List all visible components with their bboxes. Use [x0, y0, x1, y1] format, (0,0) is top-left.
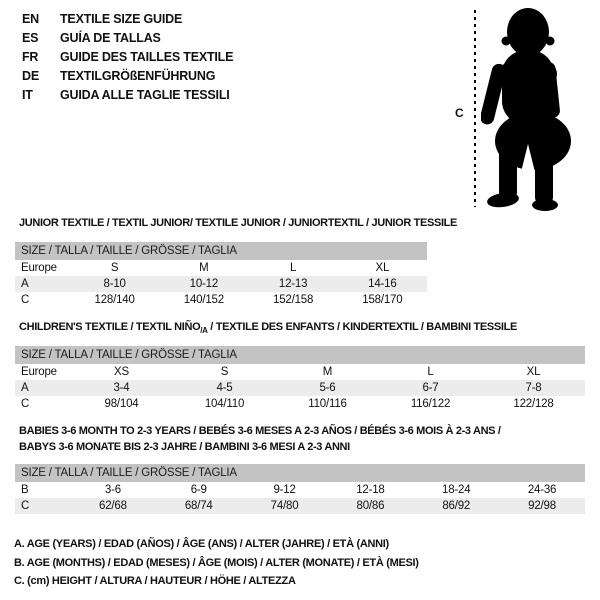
- table-cell: XL: [375, 262, 390, 274]
- table-cell: 62/68: [99, 500, 127, 512]
- language-row: [22, 28, 233, 47]
- table-cell: 24-36: [527, 484, 557, 496]
- table-cell: S: [110, 262, 119, 274]
- note-line: C. (cm) HEIGHT / ALTURA / HAUTEUR / HÖHE / ALTEZZA: [14, 575, 296, 587]
- row-label: C: [21, 398, 30, 410]
- note-line: A. AGE (YEARS) / EDAD (AÑOS) / ÂGE (ANS) / ALTER (JAHRE) / ETÀ (ANNI): [14, 538, 389, 550]
- language-title: TEXTILE SIZE GUIDE: [60, 11, 183, 26]
- table-cell: M: [199, 262, 209, 274]
- language-title: GUIDE DES TAILLES TEXTILE: [60, 49, 234, 64]
- table-row: [15, 498, 585, 514]
- size-table-children: [15, 346, 585, 412]
- language-list: [22, 9, 233, 104]
- row-label: A: [21, 278, 29, 290]
- table-title-babies: [19, 424, 501, 455]
- table-cell: 122/128: [513, 398, 554, 410]
- table-cell: 92/98: [528, 500, 556, 512]
- language-title: GUIDA ALLE TAGLIE TESSILI: [60, 87, 230, 102]
- height-measure-line: [474, 10, 476, 207]
- table-cell: 12-13: [278, 278, 308, 290]
- table-cell: 80/86: [356, 500, 385, 512]
- size-header-label: SIZE / TALLA / TAILLE / GRÖSSE / TAGLIA: [21, 467, 237, 479]
- table-row: [15, 260, 427, 276]
- language-code: DE: [22, 68, 39, 83]
- table-cell: L: [290, 262, 297, 274]
- language-code: ES: [22, 30, 39, 45]
- table-cell: L: [427, 366, 434, 378]
- table-cell: 68/74: [184, 500, 213, 512]
- table-rows: [15, 482, 585, 514]
- language-code: FR: [22, 49, 39, 64]
- table-cell: 110/116: [308, 398, 347, 410]
- table-title-line: CHILDREN'S TEXTILE / TEXTIL $NIÑO_{/A}$ / TEXTILE DES ENFANTS / KINDERTEXTIL / BAMBINI TESSILE: [19, 321, 517, 336]
- size-table-babies: [15, 464, 585, 514]
- table-cell: 8-10: [103, 278, 126, 290]
- table-cell: XS: [114, 366, 129, 378]
- table-cell: 6-7: [422, 382, 439, 394]
- table-cell: S: [220, 366, 229, 378]
- size-figure: [450, 0, 600, 215]
- table-cell: 140/152: [183, 294, 224, 306]
- language-code: IT: [22, 87, 33, 102]
- table-cell: 74/80: [270, 500, 299, 512]
- table-title-line: JUNIOR TEXTILE / TEXTIL JUNIOR/ TEXTILE JUNIOR / JUNIORTEXTIL / JUNIOR TESSILE: [19, 217, 458, 229]
- table-cell: 5-6: [319, 382, 336, 394]
- row-label: B: [21, 484, 29, 496]
- size-header-bar: [15, 464, 585, 482]
- language-title: GUÍA DE TALLAS: [60, 30, 161, 45]
- table-cell: 152/158: [273, 294, 314, 306]
- table-row: [15, 482, 585, 498]
- row-label: Europe: [21, 366, 57, 378]
- table-cell: 7-8: [525, 382, 542, 394]
- row-label: Europe: [21, 262, 57, 274]
- table-cell: M: [322, 366, 333, 378]
- table-cell: 3-6: [104, 484, 121, 496]
- table-title-line: BABYS 3-6 MONATE BIS 2-3 JAHRE / BAMBINI 3-6 MESI A 2-3 ANNI: [19, 440, 350, 453]
- baby-silhouette-icon: [481, 4, 587, 212]
- table-cell: 3-4: [113, 382, 130, 394]
- note-line: B. AGE (MONTHS) / EDAD (MESES) / ÂGE (MOIS) / ALTER (MONATE) / ETÀ (MESI): [14, 556, 419, 569]
- table-cell: 128/140: [94, 294, 135, 306]
- table-row: [15, 276, 427, 292]
- table-cell: 86/92: [442, 500, 471, 512]
- table-cell: 116/122: [410, 398, 451, 410]
- table-cell: 98/104: [104, 398, 139, 410]
- table-cell: XL: [526, 366, 541, 378]
- table-title-children: [19, 320, 517, 339]
- table-cell: 9-12: [273, 484, 296, 496]
- row-label: C: [21, 294, 30, 306]
- table-title-line: BABIES 3-6 MONTH TO 2-3 YEARS / BEBÉS 3-6 MESES A 2-3 AÑOS / BÉBÉS 3-6 MOIS À 2-3 ANS /: [19, 425, 501, 437]
- table-cell: 158/170: [362, 294, 403, 306]
- table-cell: 104/110: [204, 398, 245, 410]
- table-cell: 10-12: [189, 278, 219, 290]
- table-cell: 4-5: [216, 382, 233, 394]
- height-measure-label: C: [455, 106, 464, 120]
- language-row: [22, 47, 233, 66]
- table-cell: 18-24: [442, 484, 471, 496]
- size-header-bar: [15, 242, 427, 260]
- table-row: [15, 396, 585, 412]
- row-label: C: [21, 500, 30, 512]
- table-row: [15, 380, 585, 396]
- table-row: [15, 364, 585, 380]
- size-header-label: SIZE / TALLA / TAILLE / GRÖSSE / TAGLIA: [21, 245, 237, 257]
- table-cell: 14-16: [368, 278, 397, 290]
- language-code: EN: [22, 11, 39, 26]
- table-title-junior: [19, 216, 457, 232]
- size-table-junior: [15, 242, 427, 308]
- table-cell: 12-18: [356, 484, 385, 496]
- table-cell: 6-9: [190, 484, 207, 496]
- language-row: [22, 9, 233, 28]
- table-rows: [15, 364, 585, 412]
- language-row: [22, 85, 233, 104]
- size-header-bar: [15, 346, 585, 364]
- size-header-label: SIZE / TALLA / TAILLE / GRÖSSE / TAGLIA: [21, 349, 237, 361]
- table-rows: [15, 260, 427, 308]
- row-label: A: [21, 382, 29, 394]
- footnotes: [14, 535, 419, 591]
- table-row: [15, 292, 427, 308]
- language-row: [22, 66, 233, 85]
- language-title: TEXTILGRÖßENFÜHRUNG: [60, 68, 216, 83]
